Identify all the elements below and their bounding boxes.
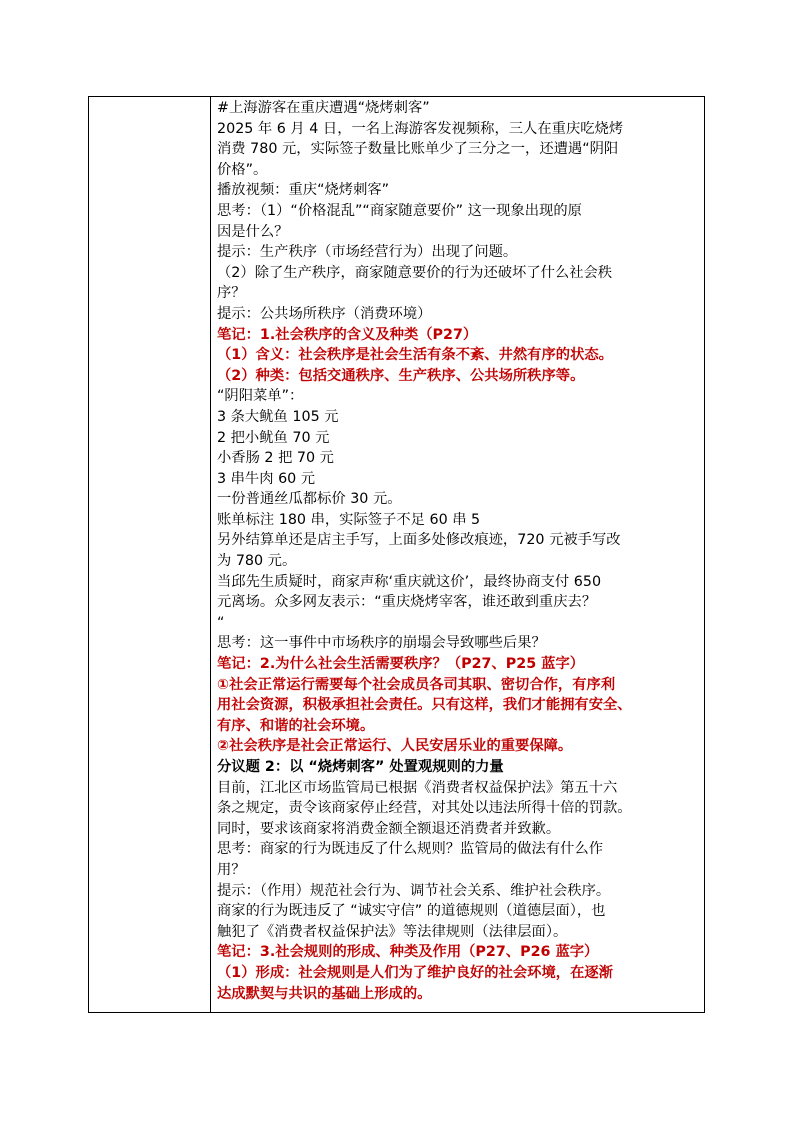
- note-line: 有序、和谐的社会环境。: [217, 717, 375, 734]
- note-line: ①社会正常运行需要每个社会成员各司其职、密切合作，有序利: [217, 676, 616, 693]
- note-line: 笔记：3.社会规则的形成、种类及作用（P27、P26 蓝字）: [217, 944, 599, 961]
- text-line: 价格”。: [217, 161, 268, 178]
- text-line: 序？: [217, 285, 246, 302]
- text-line: 2 把小鱿鱼 70 元: [217, 429, 330, 446]
- text-line: 3 串牛肉 60 元: [217, 470, 316, 487]
- text-line: 思考：（1）“价格混乱”“商家随意要价” 这一现象出现的原: [217, 202, 582, 219]
- text-line: “: [217, 614, 225, 631]
- text-line: 一份普通丝瓜都标价 30 元。: [217, 491, 402, 508]
- text-line: 商家的行为既违反了 “诚实守信” 的道德规则（道德层面），也: [217, 903, 606, 920]
- text-line: “阴阳菜单”：: [217, 388, 304, 405]
- text-line: 另外结算单还是店主手写，上面多处修改痕迹，720 元被手写改: [217, 532, 621, 549]
- text-line: 3 条大鱿鱼 105 元: [217, 408, 339, 425]
- text-line: 小香肠 2 把 70 元: [217, 450, 334, 467]
- note-line: 用社会资源，积极承担社会责任。只有这样，我们才能拥有安全、: [217, 697, 632, 714]
- text-line: 触犯了《消费者权益保护法》等法律规则（法律层面）。: [217, 923, 568, 940]
- text-line: 为 780 元。: [217, 553, 297, 570]
- note-line: （1）形成：社会规则是人们为了维护良好的社会环境，在逐渐: [217, 964, 613, 981]
- text-line: 同时，要求该商家将消费金额全额退还消费者并致歉。: [217, 820, 561, 837]
- text-line: 因是什么？: [217, 223, 289, 240]
- text-line: 当邱先生质疑时，商家声称‘重庆就这价’，最终协商支付 650: [217, 573, 602, 590]
- note-line: 达成默契与共识的基础上形成的。: [217, 985, 432, 1002]
- text-line: 播放视频：重庆“烧烤刺客”: [217, 182, 390, 199]
- text-line: 消费 780 元，实际签子数量比账单少了三分之一，还遭遇“阴阳: [217, 141, 619, 158]
- text-line: 提示：公共场所秩序（消费环境）: [217, 305, 432, 322]
- text-line: （2）除了生产秩序，商家随意要价的行为还破坏了什么社会秩: [217, 264, 613, 281]
- text-line: 条之规定，责令该商家停止经营，对其处以违法所得十倍的罚款。: [217, 800, 632, 817]
- text-line: #上海游客在重庆遭遇“烧烤刺客”: [217, 100, 430, 116]
- text-line: 思考：这一事件中市场秩序的崩塌会导致哪些后果？: [217, 635, 546, 652]
- note-line: （2）种类：包括交通秩序、生产秩序、公共场所秩序等。: [217, 367, 585, 384]
- note-line: ②社会秩序是社会正常运行、人民安居乐业的重要保障。: [217, 738, 573, 755]
- text-line: 2025 年 6 月 4 日，一名上海游客发视频称，三人在重庆吃烧烤: [217, 120, 624, 137]
- text-line: 提示：（作用）规范社会行为、调节社会关系、维护社会秩序。: [217, 882, 611, 899]
- lesson-table: [88, 96, 705, 1013]
- subtopic-heading: 分议题 2：以 “烧烤刺客” 处置观规则的力量: [217, 759, 504, 775]
- text-line: 账单标注 180 串，实际签子不足 60 串 5: [217, 511, 481, 528]
- text-line: 元离场。众多网友表示：“重庆烧烤宰客，谁还敢到重庆去？: [217, 594, 597, 611]
- content-cell: [217, 98, 701, 1004]
- note-line: 笔记：1.社会秩序的含义及种类（P27）: [217, 326, 478, 343]
- text-line: 提示：生产秩序（市场经营行为）出现了问题。: [217, 244, 518, 261]
- note-line: （1）含义：社会秩序是社会生活有条不紊、井然有序的状态。: [217, 347, 613, 364]
- note-line: 笔记：2.为什么社会生活需要秩序？（P27、P25 蓝字）: [217, 656, 585, 673]
- text-line: 思考：商家的行为既违反了什么规则？监管局的做法有什么作: [217, 841, 604, 858]
- left-empty-cell: [89, 97, 211, 1012]
- text-line: 用？: [217, 861, 246, 878]
- text-line: 目前，江北区市场监管局已根据《消费者权益保护法》第五十六: [217, 779, 618, 796]
